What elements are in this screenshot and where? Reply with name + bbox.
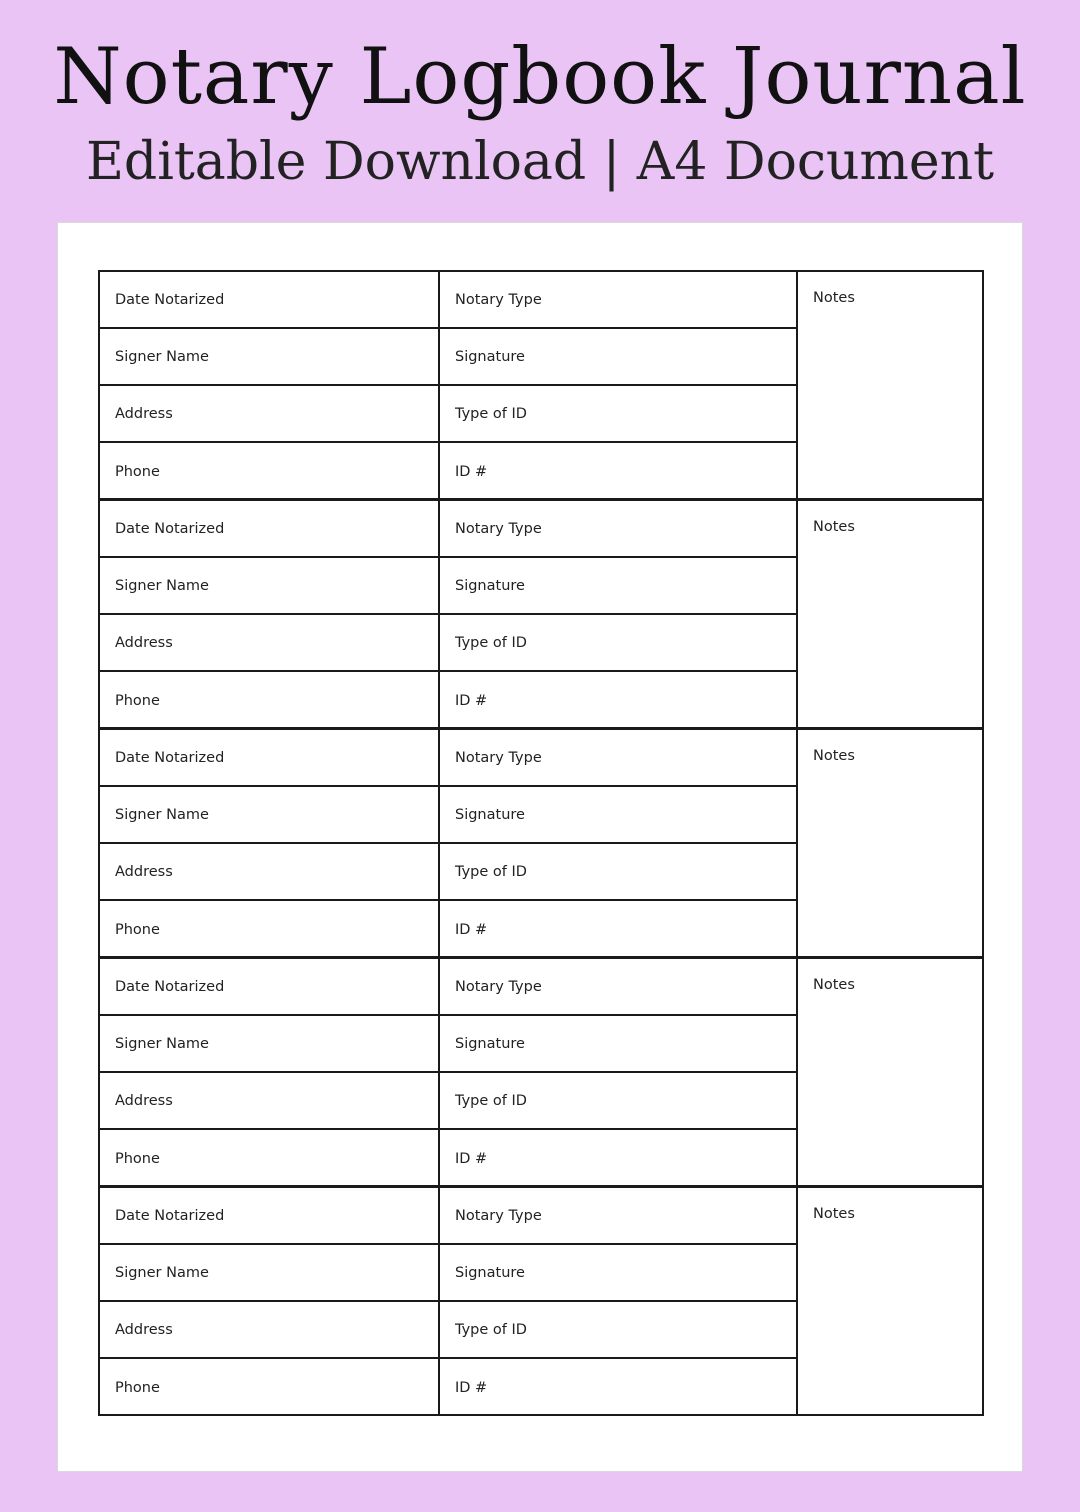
notary-type-field[interactable]: Notary Type — [440, 1188, 798, 1245]
log-entry — [98, 1186, 984, 1416]
id-type-field[interactable]: Type of ID — [440, 1073, 798, 1130]
id-type-field[interactable]: Type of ID — [440, 386, 798, 443]
date-notarized-field[interactable]: Date Notarized — [100, 959, 440, 1016]
date-notarized-field[interactable]: Date Notarized — [100, 272, 440, 329]
date-notarized-field[interactable]: Date Notarized — [100, 501, 440, 558]
log-entry — [98, 270, 984, 500]
signature-field[interactable]: Signature — [440, 558, 798, 615]
date-notarized-field[interactable]: Date Notarized — [100, 1188, 440, 1245]
notary-type-field[interactable]: Notary Type — [440, 272, 798, 329]
id-type-field[interactable]: Type of ID — [440, 844, 798, 901]
address-field[interactable]: Address — [100, 1073, 440, 1130]
signer-name-field[interactable]: Signer Name — [100, 1245, 440, 1302]
phone-field[interactable]: Phone — [100, 901, 440, 958]
log-entry — [98, 499, 984, 729]
signer-name-field[interactable]: Signer Name — [100, 558, 440, 615]
address-field[interactable]: Address — [100, 386, 440, 443]
notes-field[interactable]: Notes — [813, 519, 855, 535]
log-entry — [98, 957, 984, 1187]
date-notarized-field[interactable]: Date Notarized — [100, 730, 440, 787]
page-title: Notary Logbook Journal — [53, 32, 1027, 122]
id-number-field[interactable]: ID # — [440, 1359, 798, 1416]
page-subtitle: Editable Download | A4 Document — [85, 132, 995, 192]
notes-field[interactable]: Notes — [813, 748, 855, 764]
notes-field[interactable]: Notes — [813, 290, 855, 306]
phone-field[interactable]: Phone — [100, 1130, 440, 1187]
id-number-field[interactable]: ID # — [440, 901, 798, 958]
page-header — [0, 0, 1080, 215]
address-field[interactable]: Address — [100, 1302, 440, 1359]
phone-field[interactable]: Phone — [100, 1359, 440, 1416]
address-field[interactable]: Address — [100, 844, 440, 901]
notary-type-field[interactable]: Notary Type — [440, 501, 798, 558]
log-entry — [98, 728, 984, 958]
signer-name-field[interactable]: Signer Name — [100, 787, 440, 844]
notes-field[interactable]: Notes — [813, 1206, 855, 1222]
signature-field[interactable]: Signature — [440, 329, 798, 386]
signer-name-field[interactable]: Signer Name — [100, 1016, 440, 1073]
document-sheet — [57, 222, 1023, 1472]
notary-type-field[interactable]: Notary Type — [440, 730, 798, 787]
address-field[interactable]: Address — [100, 615, 440, 672]
signer-name-field[interactable]: Signer Name — [100, 329, 440, 386]
notes-field[interactable]: Notes — [813, 977, 855, 993]
signature-field[interactable]: Signature — [440, 1245, 798, 1302]
id-number-field[interactable]: ID # — [440, 672, 798, 729]
signature-field[interactable]: Signature — [440, 787, 798, 844]
signature-field[interactable]: Signature — [440, 1016, 798, 1073]
phone-field[interactable]: Phone — [100, 443, 440, 500]
phone-field[interactable]: Phone — [100, 672, 440, 729]
notary-type-field[interactable]: Notary Type — [440, 959, 798, 1016]
id-type-field[interactable]: Type of ID — [440, 1302, 798, 1359]
logbook-table — [98, 270, 984, 1416]
id-type-field[interactable]: Type of ID — [440, 615, 798, 672]
id-number-field[interactable]: ID # — [440, 443, 798, 500]
id-number-field[interactable]: ID # — [440, 1130, 798, 1187]
